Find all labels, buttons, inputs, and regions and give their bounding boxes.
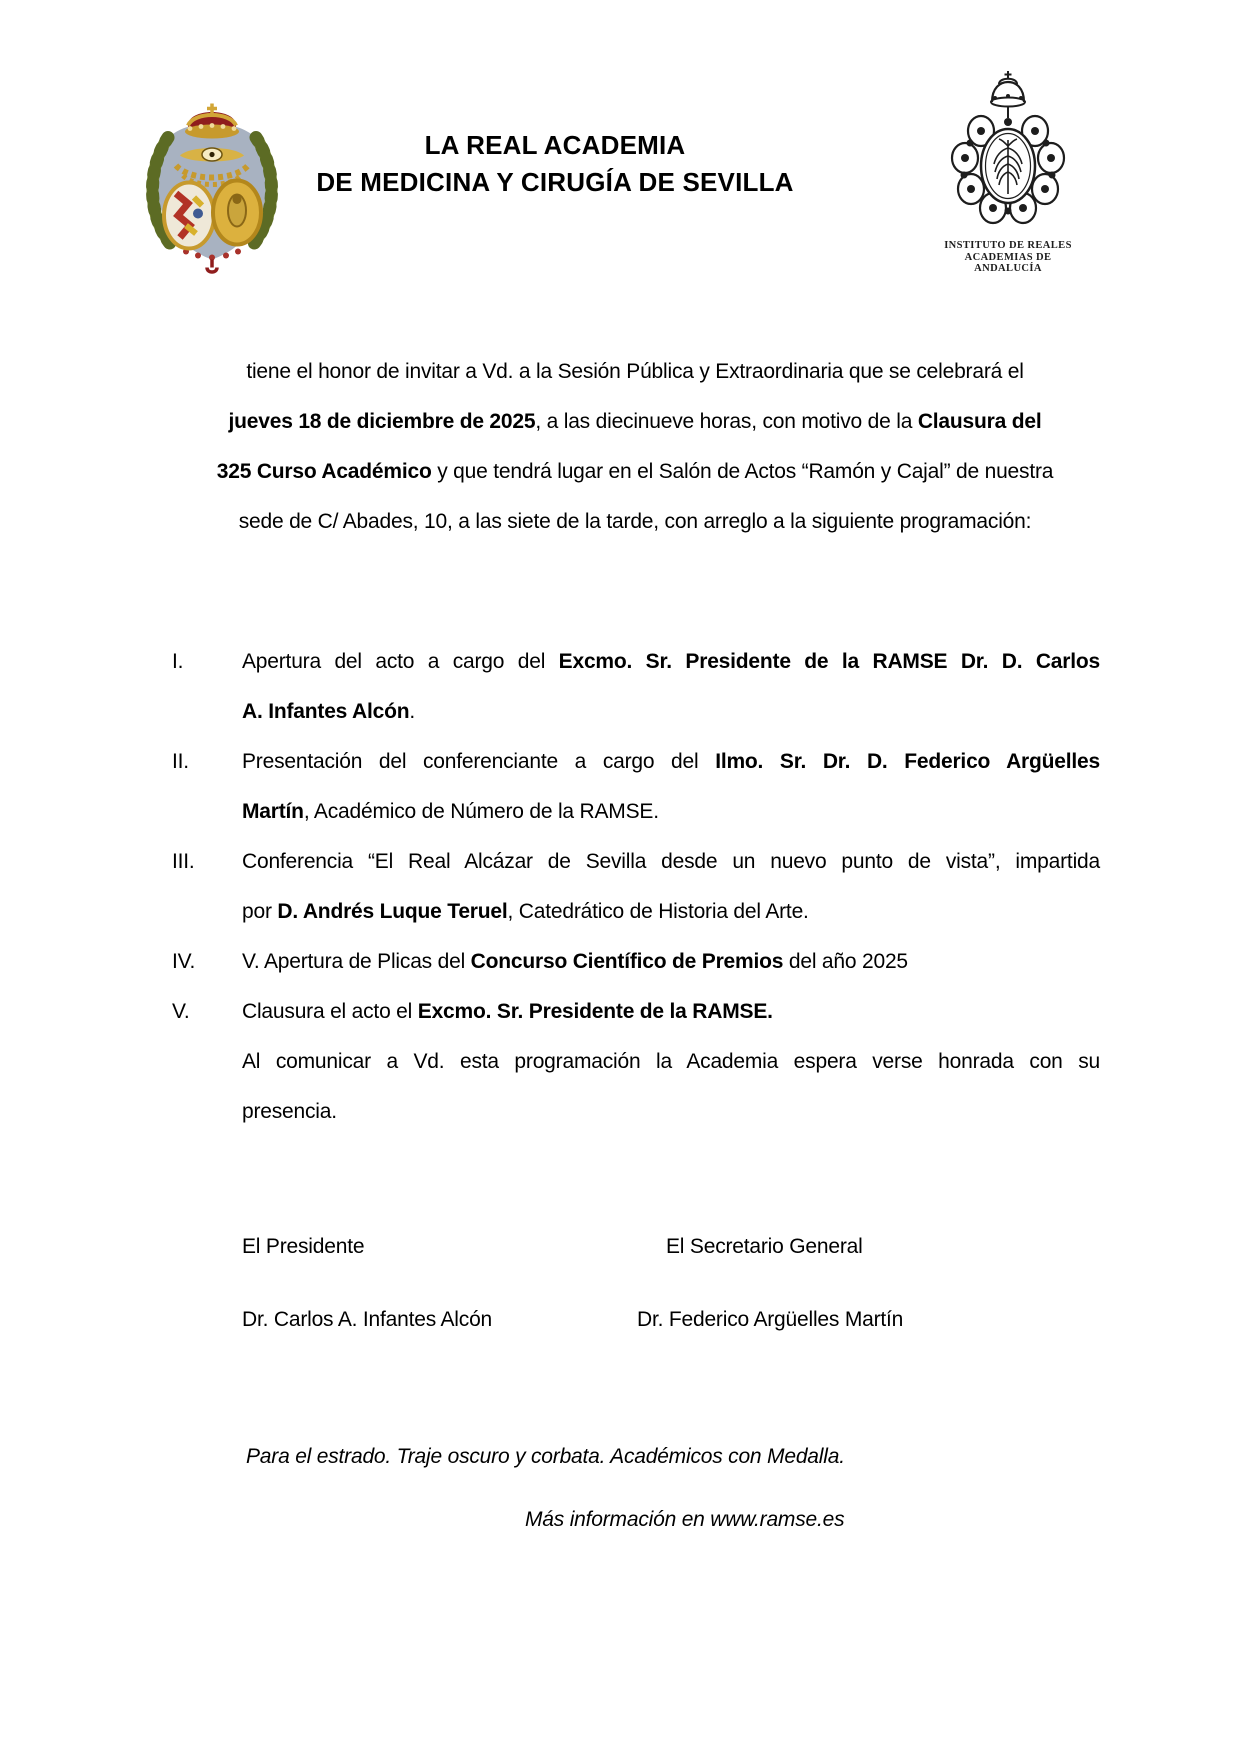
- text-segment: del año 2025: [783, 950, 908, 973]
- text-line: [242, 887, 1100, 937]
- bold-text-segment: A. Infantes Alcón: [242, 700, 410, 723]
- bold-text-segment: D. Andrés Luque Teruel: [277, 900, 508, 923]
- text-line: [242, 1037, 1100, 1087]
- secretary-title: El Secretario General: [666, 1235, 863, 1258]
- program-numeral: III.: [172, 850, 195, 873]
- bold-text-segment: Excmo. Sr. Presidente de la RAMSE.: [417, 1000, 773, 1023]
- program-item: [172, 937, 1100, 987]
- text-line: [242, 837, 1100, 887]
- intro-paragraph: [150, 347, 1120, 547]
- bold-text-segment: Concurso Científico de Premios: [470, 950, 784, 973]
- text-segment: Conferencia “El Real Alcázar de Sevilla desde un nuevo punto de vista”, impartida: [242, 850, 1100, 873]
- caption-line-3: ANDALUCÍA: [974, 263, 1042, 274]
- title-line-1: LA REAL ACADEMIA: [424, 130, 686, 160]
- program-numeral: V.: [172, 1000, 190, 1023]
- program-item: [172, 987, 1100, 1037]
- bold-text-segment: jueves 18 de diciembre de 2025: [228, 410, 536, 433]
- document-title: [250, 127, 860, 201]
- text-segment: y que tendrá lugar en el Salón de Actos “Ramón y Cajal” de nuestra: [431, 460, 1054, 483]
- program-item-text: [242, 637, 1100, 737]
- program-item: [172, 637, 1100, 737]
- text-segment: presencia.: [242, 1100, 337, 1123]
- program-numeral: IV.: [172, 950, 196, 973]
- text-segment: por: [242, 900, 278, 923]
- bold-text-segment: Clausura del: [917, 410, 1042, 433]
- dress-code-note: Para el estrado. Traje oscuro y corbata. Académicos con Medalla.: [246, 1445, 845, 1468]
- program-item-text: [242, 737, 1100, 837]
- caption-line-2: ACADEMIAS DE: [964, 251, 1052, 263]
- text-segment: V. Apertura de Plicas del: [242, 950, 471, 973]
- program-list: [172, 637, 1100, 1037]
- secretary-name: Dr. Federico Argüelles Martín: [637, 1308, 904, 1331]
- signature-titles-row: [242, 1222, 1112, 1272]
- instituto-academias-logo: [928, 68, 1088, 275]
- text-segment: , a las diecinueve horas, con motivo de la: [535, 410, 918, 433]
- text-line: [242, 787, 1100, 837]
- text-segment: , Académico de Número de la RAMSE.: [303, 800, 659, 823]
- program-item-text: [242, 987, 1100, 1037]
- text-segment: Presentación del conferenciante a cargo del: [242, 750, 716, 773]
- caption-line-1: INSTITUTO DE REALES: [944, 240, 1072, 251]
- title-line-2: DE MEDICINA Y CIRUGÍA DE SEVILLA: [316, 167, 794, 197]
- signatures-block: [242, 1222, 1112, 1345]
- bold-text-segment: Martín: [242, 800, 304, 823]
- text-segment: sede de C/ Abades, 10, a las siete de la tarde, con arreglo a la siguiente programación:: [238, 510, 1032, 533]
- program-item: [172, 837, 1100, 937]
- closing-paragraph: [242, 1037, 1100, 1137]
- text-line: [242, 637, 1100, 687]
- text-line: [150, 347, 1120, 397]
- text-line: [242, 1087, 1100, 1137]
- text-line: [242, 937, 1100, 987]
- text-line: [242, 987, 1100, 1037]
- text-line: [242, 687, 1100, 737]
- text-segment: , Catedrático de Historia del Arte.: [507, 900, 809, 923]
- signature-names-row: [242, 1295, 1112, 1345]
- text-segment: .: [409, 700, 415, 723]
- program-item-text: [242, 937, 1100, 987]
- instituto-academias-caption: [928, 240, 1088, 275]
- program-section: [172, 637, 1100, 1137]
- president-name: Dr. Carlos A. Infantes Alcón: [242, 1308, 493, 1331]
- text-segment: Apertura del acto a cargo del: [242, 650, 559, 673]
- text-segment: Al comunicar a Vd. esta programación la Academia espera verse honrada con su: [242, 1050, 1100, 1073]
- program-numeral: II.: [172, 750, 189, 773]
- bold-text-segment: 325 Curso Académico: [216, 460, 432, 483]
- text-segment: Clausura el acto el: [242, 1000, 418, 1023]
- text-line: [150, 447, 1120, 497]
- text-line: [242, 737, 1100, 787]
- program-item-text: [242, 837, 1100, 937]
- more-info-note: Más información en www.ramse.es: [525, 1508, 845, 1531]
- bold-text-segment: Ilmo. Sr. Dr. D. Federico Argüelles: [715, 750, 1100, 773]
- program-numeral: I.: [172, 650, 184, 673]
- instituto-academias-icon: [941, 68, 1075, 238]
- president-title: El Presidente: [242, 1235, 365, 1258]
- text-line: [150, 497, 1120, 547]
- bold-text-segment: Excmo. Sr. Presidente de la RAMSE Dr. D. Carlos: [558, 650, 1100, 673]
- program-item: [172, 737, 1100, 837]
- text-segment: tiene el honor de invitar a Vd. a la Sesión Pública y Extraordinaria que se celebrará el: [246, 360, 1024, 383]
- text-line: [150, 397, 1120, 447]
